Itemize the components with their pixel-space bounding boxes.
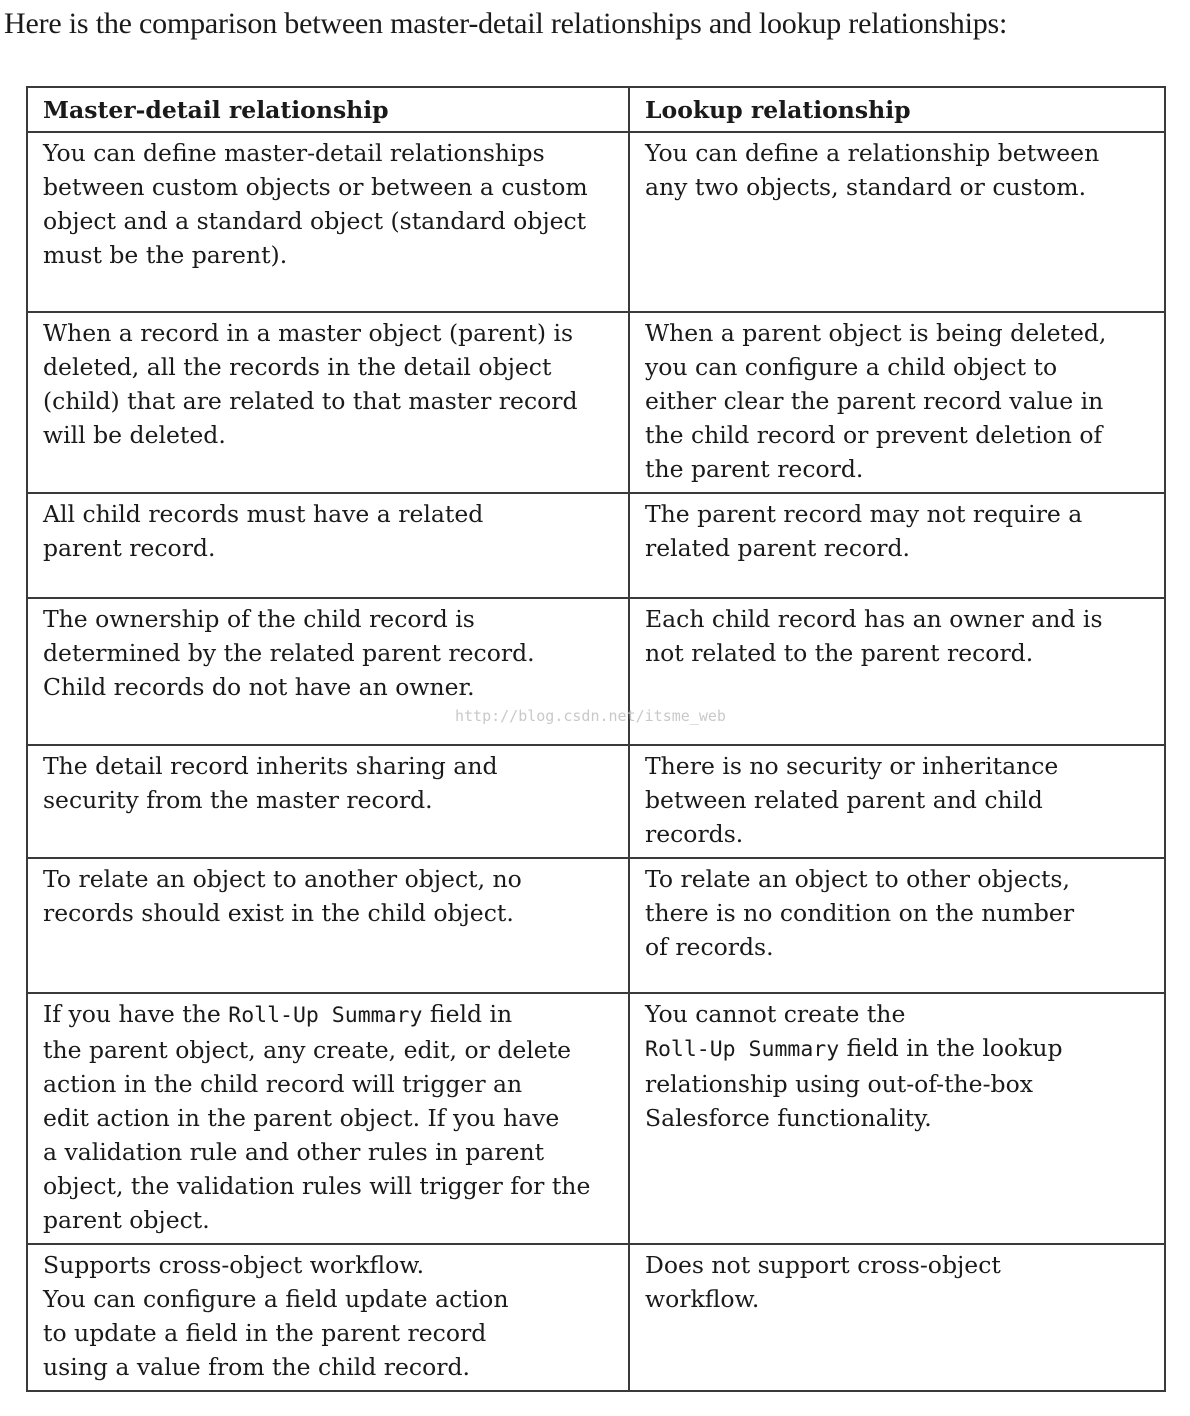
cell-line: Salesforce functionality. [645, 1104, 932, 1132]
table-row [27, 493, 1165, 598]
lookup-cell [629, 132, 1165, 312]
cell-line: The parent record may not require a [645, 500, 1083, 528]
cell-line: any two objects, standard or custom. [645, 173, 1087, 201]
lookup-cell [629, 1244, 1165, 1391]
cell-line: object, the validation rules will trigger for the [43, 1172, 591, 1200]
cell-line: You can configure a field update action [43, 1285, 509, 1313]
lookup-cell [629, 493, 1165, 598]
cell-line: To relate an object to other objects, [645, 865, 1070, 893]
cell-line: workflow. [645, 1285, 760, 1313]
cell-line: parent record. [43, 534, 216, 562]
cell-line: to update a field in the parent record [43, 1319, 487, 1347]
lookup-cell [629, 312, 1165, 493]
cell-line: Supports cross-object workflow. [43, 1251, 425, 1279]
cell-line: action in the child record will trigger an [43, 1070, 523, 1098]
cell-line: the parent object, any create, edit, or delete [43, 1036, 572, 1064]
master-cell [27, 858, 629, 993]
table-row [27, 312, 1165, 493]
master-cell [27, 132, 629, 312]
cell-line: The ownership of the child record is [43, 605, 475, 633]
cell-line: must be the parent). [43, 241, 288, 269]
table-header-row [27, 87, 1165, 132]
cell-line: The detail record inherits sharing and [43, 752, 498, 780]
master-cell [27, 993, 629, 1244]
cell-line: You can define a relationship between [645, 139, 1100, 167]
cell-line: object and a standard object (standard object [43, 207, 587, 235]
table-row [27, 132, 1165, 312]
cell-line: Child records do not have an owner. [43, 673, 475, 701]
cell-line: records should exist in the child object. [43, 899, 514, 927]
master-cell [27, 312, 629, 493]
intro-text: Here is the comparison between master-detail relationships and lookup relationships: [4, 7, 1008, 40]
cell-line: To relate an object to another object, no [43, 865, 522, 893]
table-row [27, 1244, 1165, 1391]
cell-line: will be deleted. [43, 421, 226, 449]
header-master-detail: Master-detail relationship [27, 87, 629, 132]
table-row [27, 858, 1165, 993]
cell-line: Does not support cross-object [645, 1251, 1001, 1279]
cell-text: field in [422, 1000, 513, 1028]
table-row [27, 598, 1165, 745]
cell-line: the parent record. [645, 455, 864, 483]
watermark-url: http://blog.csdn.net/itsme_web [455, 707, 726, 725]
cell-line: When a record in a master object (parent) is [43, 319, 574, 347]
comparison-table [26, 86, 1166, 1392]
cell-line [645, 1031, 1150, 1067]
cell-line: not related to the parent record. [645, 639, 1034, 667]
lookup-cell [629, 993, 1165, 1244]
cell-line: you can configure a child object to [645, 353, 1058, 381]
cell-line: between related parent and child [645, 786, 1043, 814]
cell-line: determined by the related parent record. [43, 639, 535, 667]
cell-line: between custom objects or between a custom [43, 173, 588, 201]
cell-line: either clear the parent record value in [645, 387, 1104, 415]
cell-line: there is no condition on the number [645, 899, 1075, 927]
cell-line: a validation rule and other rules in parent [43, 1138, 545, 1166]
cell-line: You cannot create the [645, 1000, 906, 1028]
cell-line: of records. [645, 933, 774, 961]
master-cell [27, 745, 629, 858]
master-cell [27, 1244, 629, 1391]
cell-line [43, 997, 614, 1033]
cell-line: relationship using out-of-the-box [645, 1070, 1033, 1098]
cell-line: When a parent object is being deleted, [645, 319, 1107, 347]
lookup-cell [629, 745, 1165, 858]
lookup-cell [629, 858, 1165, 993]
cell-line: All child records must have a related [43, 500, 484, 528]
master-cell [27, 493, 629, 598]
cell-line: related parent record. [645, 534, 910, 562]
cell-text: field in the lookup [839, 1034, 1063, 1062]
cell-line: Each child record has an owner and is [645, 605, 1103, 633]
cell-line: records. [645, 820, 744, 848]
cell-line: (child) that are related to that master record [43, 387, 578, 415]
cell-line: deleted, all the records in the detail object [43, 353, 552, 381]
cell-line: You can define master-detail relationships [43, 139, 545, 167]
code-roll-up-summary: Roll-Up Summary [645, 1037, 840, 1062]
cell-text: If you have the [43, 1000, 229, 1028]
table-row [27, 993, 1165, 1244]
lookup-cell [629, 598, 1165, 745]
code-roll-up-summary: Roll-Up Summary [228, 1003, 423, 1028]
cell-line: the child record or prevent deletion of [645, 421, 1103, 449]
cell-line: edit action in the parent object. If you have [43, 1104, 560, 1132]
cell-line: using a value from the child record. [43, 1353, 470, 1381]
cell-line: There is no security or inheritance [645, 752, 1059, 780]
cell-line: security from the master record. [43, 786, 433, 814]
master-cell [27, 598, 629, 745]
cell-line: parent object. [43, 1206, 210, 1234]
header-lookup: Lookup relationship [629, 87, 1165, 132]
table-row [27, 745, 1165, 858]
